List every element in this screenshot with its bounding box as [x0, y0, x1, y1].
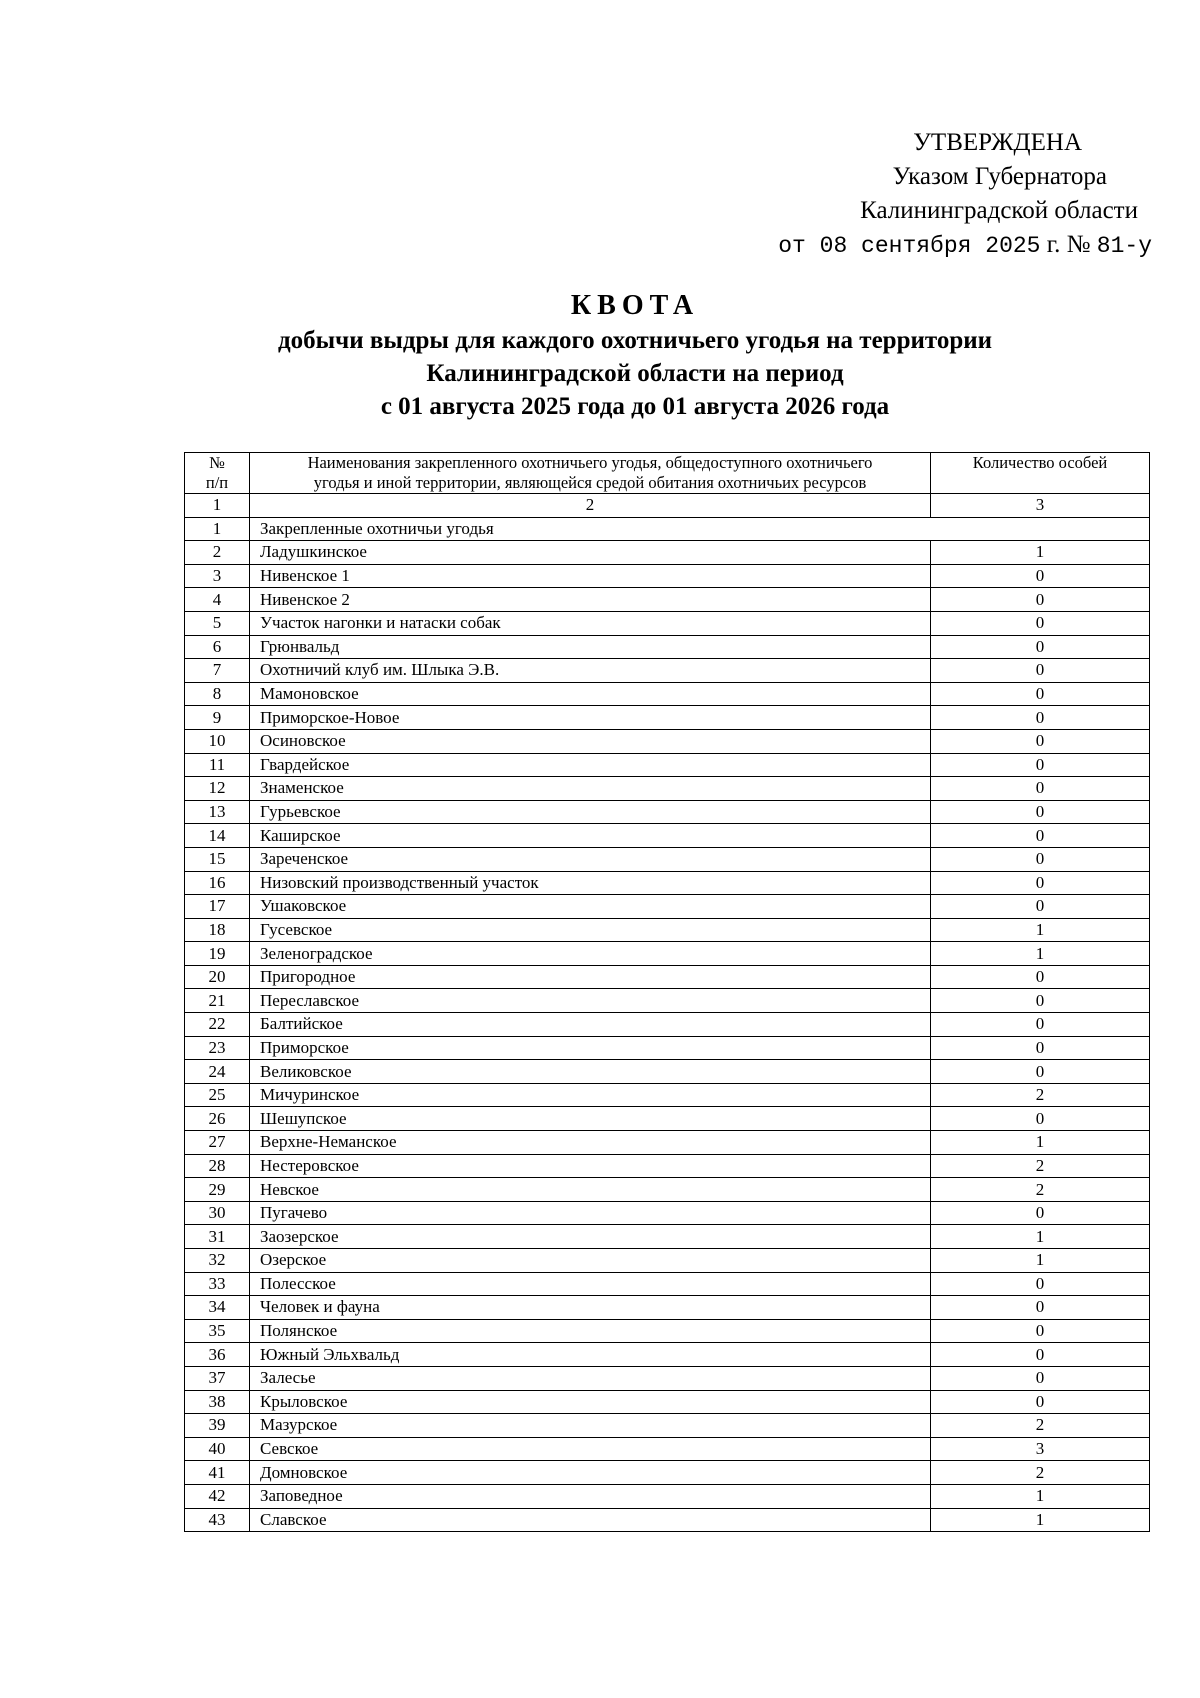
approval-date: от 08 сентября 2025: [778, 233, 1041, 259]
row-num: 17: [185, 895, 250, 919]
row-qty: 0: [931, 729, 1150, 753]
table-body: [185, 494, 1150, 1532]
row-qty: 0: [931, 1296, 1150, 1320]
row-num: 7: [185, 659, 250, 683]
row-qty: 0: [931, 1201, 1150, 1225]
row-name: Ушаковское: [250, 895, 931, 919]
table-row: [185, 611, 1150, 635]
table-row: [185, 1296, 1150, 1320]
row-qty: 0: [931, 588, 1150, 612]
row-qty: 0: [931, 611, 1150, 635]
row-qty: 2: [931, 1154, 1150, 1178]
row-num: 42: [185, 1484, 250, 1508]
row-name: Человек и фауна: [250, 1296, 931, 1320]
row-name: Полесское: [250, 1272, 931, 1296]
row-name: Зеленоградское: [250, 942, 931, 966]
section-row: [185, 517, 1150, 541]
row-name: Мамоновское: [250, 682, 931, 706]
row-name: Севское: [250, 1437, 931, 1461]
row-qty: 0: [931, 635, 1150, 659]
table-row: [185, 564, 1150, 588]
row-name: Участок нагонки и натаски собак: [250, 611, 931, 635]
row-num: 22: [185, 1013, 250, 1037]
row-num: 36: [185, 1343, 250, 1367]
row-num: 6: [185, 635, 250, 659]
header-name: Наименования закрепленного охотничьего угодья, общедоступного охотничьего угодья и иной территории, являющейся средой обитания охотничьих ресурсов: [250, 453, 931, 494]
row-qty: 0: [931, 1107, 1150, 1131]
title-line-2: Калининградской области на период: [426, 360, 844, 387]
header-num-label: п/п: [205, 473, 229, 492]
row-name: Балтийское: [250, 1013, 931, 1037]
row-name: Славское: [250, 1508, 931, 1532]
row-name: Ладушкинское: [250, 541, 931, 565]
table-row: [185, 729, 1150, 753]
approval-number: 81-у: [1096, 233, 1152, 259]
table-row: [185, 1366, 1150, 1390]
quota-table: [184, 452, 1150, 1532]
table-row: [185, 1484, 1150, 1508]
row-num: 4: [185, 588, 250, 612]
row-num: 29: [185, 1178, 250, 1202]
row-name: Великовское: [250, 1060, 931, 1084]
table-row: [185, 541, 1150, 565]
row-qty: 1: [931, 918, 1150, 942]
title-line-1: добычи выдры для каждого охотничьего угодья на территории: [277, 327, 993, 354]
row-num: 34: [185, 1296, 250, 1320]
table-row: [185, 635, 1150, 659]
row-name: Гвардейское: [250, 753, 931, 777]
row-qty: 2: [931, 1461, 1150, 1485]
row-name: Зареченское: [250, 847, 931, 871]
column-index: 2: [250, 494, 931, 518]
row-name: Нестеровское: [250, 1154, 931, 1178]
row-num: 41: [185, 1461, 250, 1485]
row-name: Гусевское: [250, 918, 931, 942]
row-name: Мичуринское: [250, 1083, 931, 1107]
row-num: 30: [185, 1201, 250, 1225]
row-name: Приморское-Новое: [250, 706, 931, 730]
row-num: 21: [185, 989, 250, 1013]
row-qty: 0: [931, 1013, 1150, 1037]
approval-line-date: [672, 228, 1152, 263]
row-name: Каширское: [250, 824, 931, 848]
row-num: 40: [185, 1437, 250, 1461]
row-name: Пугачево: [250, 1201, 931, 1225]
table-row: [185, 965, 1150, 989]
table-row: [185, 1225, 1150, 1249]
column-index: 1: [185, 494, 250, 518]
row-name: Охотничий клуб им. Шлыка Э.В.: [250, 659, 931, 683]
table-row: [185, 1414, 1150, 1438]
row-name: Заповедное: [250, 1484, 931, 1508]
title-heading: КВОТА: [570, 290, 700, 321]
row-name: Заозерское: [250, 1225, 931, 1249]
table-row: [185, 1060, 1150, 1084]
row-qty: 2: [931, 1414, 1150, 1438]
row-qty: 0: [931, 824, 1150, 848]
section-num: 1: [185, 517, 250, 541]
row-num: 43: [185, 1508, 250, 1532]
table-row: [185, 824, 1150, 848]
row-num: 15: [185, 847, 250, 871]
table-row: [185, 1107, 1150, 1131]
row-num: 31: [185, 1225, 250, 1249]
row-qty: 0: [931, 965, 1150, 989]
row-num: 38: [185, 1390, 250, 1414]
table-row: [185, 918, 1150, 942]
row-qty: 0: [931, 1343, 1150, 1367]
row-qty: 2: [931, 1178, 1150, 1202]
table-row: [185, 1013, 1150, 1037]
table-row: [185, 682, 1150, 706]
row-name: Переславское: [250, 989, 931, 1013]
table-row: [185, 1083, 1150, 1107]
row-name: Залесье: [250, 1366, 931, 1390]
row-name: Верхне-Неманское: [250, 1131, 931, 1155]
table-row: [185, 1131, 1150, 1155]
table-row: [185, 1437, 1150, 1461]
row-qty: 1: [931, 1249, 1150, 1273]
row-name: Приморское: [250, 1036, 931, 1060]
row-num: 20: [185, 965, 250, 989]
row-num: 9: [185, 706, 250, 730]
row-qty: 0: [931, 706, 1150, 730]
row-qty: 0: [931, 871, 1150, 895]
row-name: Осиновское: [250, 729, 931, 753]
row-qty: 3: [931, 1437, 1150, 1461]
row-qty: 0: [931, 753, 1150, 777]
table-row: [185, 753, 1150, 777]
table-row: [185, 1154, 1150, 1178]
table-row: [185, 1461, 1150, 1485]
row-name: Низовский производственный участок: [250, 871, 931, 895]
table-row: [185, 1319, 1150, 1343]
approval-line-region: Калининградской области: [860, 197, 1138, 224]
table-row: [185, 871, 1150, 895]
row-num: 25: [185, 1083, 250, 1107]
row-num: 16: [185, 871, 250, 895]
row-num: 3: [185, 564, 250, 588]
table-row: [185, 1343, 1150, 1367]
approval-line-decree: Указом Губернатора: [892, 163, 1107, 190]
row-num: 8: [185, 682, 250, 706]
row-name: Озерское: [250, 1249, 931, 1273]
row-name: Шешупское: [250, 1107, 931, 1131]
row-num: 13: [185, 800, 250, 824]
row-num: 39: [185, 1414, 250, 1438]
table-row: [185, 777, 1150, 801]
table-row: [185, 1390, 1150, 1414]
row-name: Знаменское: [250, 777, 931, 801]
row-qty: 0: [931, 800, 1150, 824]
approval-stamp: [672, 126, 1152, 263]
row-qty: 0: [931, 1390, 1150, 1414]
row-name: Невское: [250, 1178, 931, 1202]
row-name: Домновское: [250, 1461, 931, 1485]
row-num: 12: [185, 777, 250, 801]
row-name: Пригородное: [250, 965, 931, 989]
row-num: 14: [185, 824, 250, 848]
approval-date-mid: г. №: [1046, 231, 1091, 258]
row-qty: 0: [931, 1272, 1150, 1296]
row-num: 33: [185, 1272, 250, 1296]
table-row: [185, 1201, 1150, 1225]
table-row: [185, 588, 1150, 612]
row-num: 11: [185, 753, 250, 777]
row-name: Нивенское 1: [250, 564, 931, 588]
table-row: [185, 1508, 1150, 1532]
table-row: [185, 800, 1150, 824]
row-qty: 1: [931, 1225, 1150, 1249]
table-row: [185, 706, 1150, 730]
row-num: 5: [185, 611, 250, 635]
row-num: 10: [185, 729, 250, 753]
row-name: Южный Эльхвальд: [250, 1343, 931, 1367]
row-qty: 0: [931, 989, 1150, 1013]
row-qty: 0: [931, 1036, 1150, 1060]
row-qty: 0: [931, 895, 1150, 919]
header-qty: Количество особей: [931, 453, 1150, 494]
row-name: Крыловское: [250, 1390, 931, 1414]
section-label: Закрепленные охотничьи угодья: [250, 517, 1150, 541]
row-qty: 0: [931, 777, 1150, 801]
row-qty: 1: [931, 1508, 1150, 1532]
table-row: [185, 989, 1150, 1013]
row-num: 24: [185, 1060, 250, 1084]
table-row: [185, 895, 1150, 919]
row-num: 28: [185, 1154, 250, 1178]
row-num: 37: [185, 1366, 250, 1390]
table-row: [185, 942, 1150, 966]
row-num: 27: [185, 1131, 250, 1155]
row-num: 23: [185, 1036, 250, 1060]
row-qty: 1: [931, 541, 1150, 565]
row-name: Полянское: [250, 1319, 931, 1343]
row-num: 35: [185, 1319, 250, 1343]
table-row: [185, 659, 1150, 683]
column-index: 3: [931, 494, 1150, 518]
row-name: Гурьевское: [250, 800, 931, 824]
row-num: 18: [185, 918, 250, 942]
row-qty: 0: [931, 1319, 1150, 1343]
row-name: Грюнвальд: [250, 635, 931, 659]
table-row: [185, 1036, 1150, 1060]
row-qty: 0: [931, 847, 1150, 871]
row-num: 26: [185, 1107, 250, 1131]
row-num: 19: [185, 942, 250, 966]
table-header-row: [185, 453, 1150, 494]
row-qty: 1: [931, 1484, 1150, 1508]
row-qty: 0: [931, 1366, 1150, 1390]
table-row: [185, 1272, 1150, 1296]
title-line-3: с 01 августа 2025 года до 01 августа 2026 года: [380, 393, 890, 420]
row-num: 32: [185, 1249, 250, 1273]
column-index-row: [185, 494, 1150, 518]
row-num: 2: [185, 541, 250, 565]
table-row: [185, 847, 1150, 871]
header-num: [185, 453, 250, 494]
table-row: [185, 1178, 1150, 1202]
row-qty: 0: [931, 682, 1150, 706]
document-title: [0, 288, 1200, 423]
row-name: Нивенское 2: [250, 588, 931, 612]
row-qty: 1: [931, 942, 1150, 966]
approval-line-approved: УТВЕРЖДЕНА: [913, 129, 1082, 156]
row-name: Мазурское: [250, 1414, 931, 1438]
table-row: [185, 1249, 1150, 1273]
row-qty: 0: [931, 564, 1150, 588]
header-num-symbol: №: [209, 453, 225, 472]
row-qty: 2: [931, 1083, 1150, 1107]
row-qty: 0: [931, 659, 1150, 683]
row-qty: 1: [931, 1131, 1150, 1155]
row-qty: 0: [931, 1060, 1150, 1084]
